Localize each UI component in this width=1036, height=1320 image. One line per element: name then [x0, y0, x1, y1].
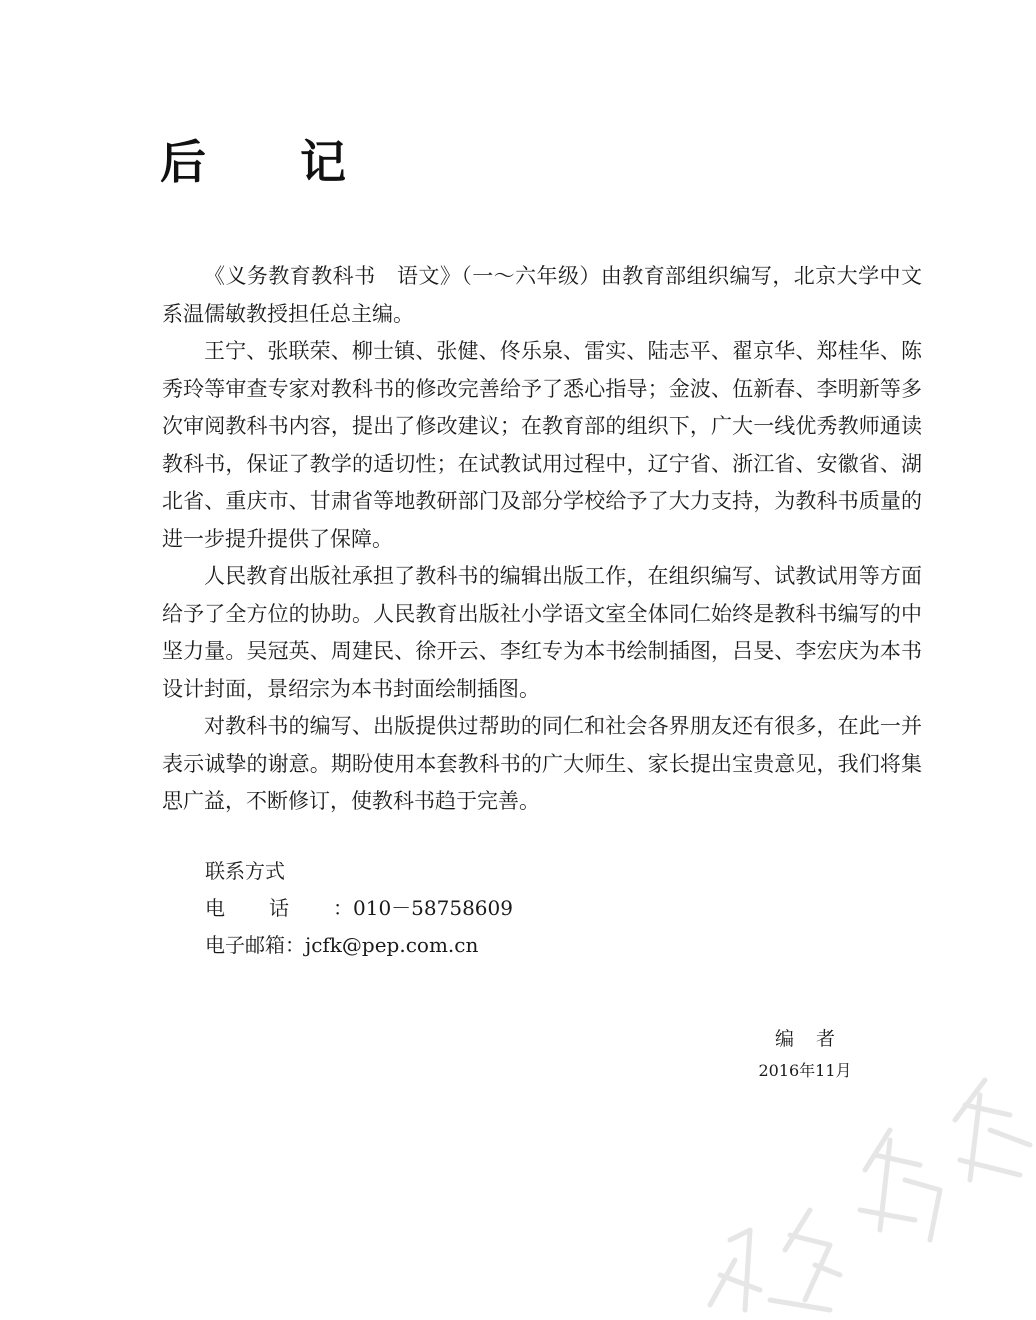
contact-phone [205, 890, 513, 927]
contact-heading: 联系方式 [205, 859, 285, 883]
email-value: ：jcfk@pep.com.cn [285, 933, 479, 957]
signoff-author: 编者 [774, 1028, 857, 1050]
phone-value: ：010－58758609 [333, 896, 513, 920]
paragraph-3: 人民教育出版社承担了教科书的编辑出版工作，在组织编写、试教试用等方面给予了全方位的协助。人民教育出版社小学语文室全体同仁始终是教科书编写的中坚力量。吴冠英、周建民、徐开云、李红专为本书绘制插图，吕旻、李宏庆为本书设计封面，景绍宗为本书封面绘制插图。 [162, 564, 922, 701]
contact-block [205, 853, 513, 964]
phone-label: 电话 [205, 896, 333, 920]
watermark-stamp-icon [690, 1060, 1036, 1320]
paragraph-1: 《义务教育教科书 语文》（一～六年级）由教育部组织编写，北京大学中文系温儒敏教授担任总主编。 [162, 264, 922, 326]
page-title: 后 记 [160, 135, 370, 189]
signoff-date: 2016年11月 [758, 1061, 852, 1080]
paragraph-4: 对教科书的编写、出版提供过帮助的同仁和社会各界朋友还有很多，在此一并表示诚挚的谢意。期盼使用本套教科书的广大师生、家长提出宝贵意见，我们将集思广益，不断修订，使教科书趋于完善。 [162, 714, 922, 813]
body-text [162, 258, 922, 821]
paragraph-2: 王宁、张联荣、柳士镇、张健、佟乐泉、雷实、陆志平、翟京华、郑桂华、陈秀玲等审查专家对教科书的修改完善给予了悉心指导；金波、伍新春、李明新等多次审阅教科书内容，提出了修改建议；在教育部的组织下，广大一线优秀教师通读教科书，保证了教学的适切性；在试教试用过程中，辽宁省、浙江省、安徽省、湖北省、重庆市、甘肃省等地教研部门及部分学校给予了大力支持，为教科书质量的进一步提升提供了保障。 [162, 339, 922, 551]
contact-email [205, 927, 513, 964]
email-label: 电子邮箱 [205, 933, 285, 957]
